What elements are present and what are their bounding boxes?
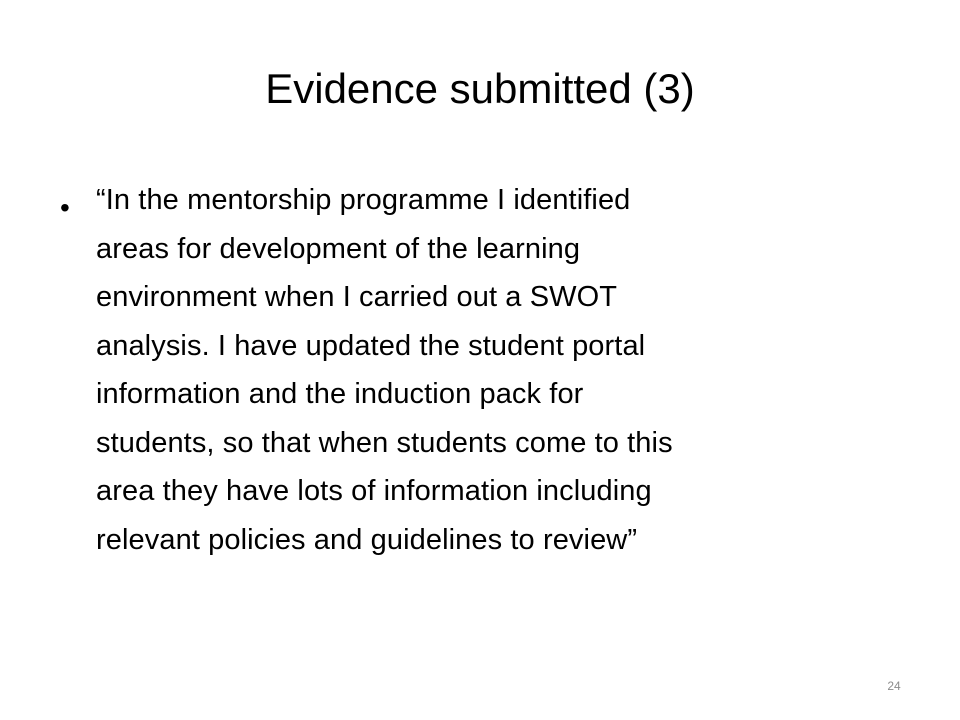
quote-line: area they have lots of information including xyxy=(96,475,652,507)
page-number: 24 xyxy=(887,679,901,693)
quote-line: relevant policies and guidelines to review” xyxy=(96,523,638,556)
quote-line: environment when I carried out a SWOT xyxy=(96,281,618,313)
quote-line: analysis. I have updated the student portal xyxy=(96,329,646,362)
quote-line: information and the induction pack for xyxy=(96,378,584,410)
bullet-item xyxy=(48,176,898,564)
quote-line: students, so that when students come to this xyxy=(96,426,673,459)
quote-text xyxy=(96,176,898,564)
bullet-point-icon: • xyxy=(60,192,70,223)
quote-line: “In the mentorship programme I identified xyxy=(96,184,631,216)
bullet-list xyxy=(48,176,898,564)
slide-title: Evidence submitted (3) xyxy=(265,65,695,112)
quote-line: areas for development of the learning xyxy=(96,232,581,265)
